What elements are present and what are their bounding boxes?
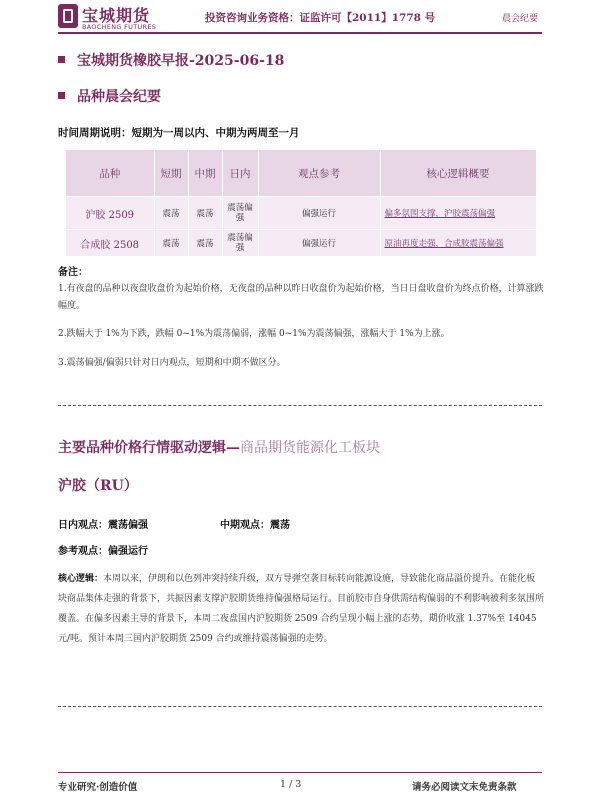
col-header-logic: 核心逻辑概要 bbox=[380, 150, 536, 197]
square-bullet-icon bbox=[58, 56, 65, 63]
col-header-intraday: 日内 bbox=[222, 150, 258, 197]
footer-divider bbox=[58, 772, 542, 773]
logo-en-text: BAOCHENG FUTURES bbox=[82, 23, 157, 31]
dashed-divider bbox=[58, 706, 542, 707]
table-header-row bbox=[66, 150, 536, 197]
period-note: 时间周期说明：短期为一周以内、中期为两周至一月 bbox=[58, 127, 300, 139]
reference-view: 参考观点：偏强运行 bbox=[58, 546, 148, 557]
page-number: 1 / 3 bbox=[280, 779, 302, 790]
cell-variety: 合成胶 2508 bbox=[66, 230, 154, 257]
col-header-variety: 品种 bbox=[66, 150, 154, 197]
note-item-1: 1.有夜盘的品种以夜盘收盘价为起始价格，无夜盘的品种以昨日收盘价为起始价格，当日日盘收盘价为终点价格，计算涨跌幅度。 bbox=[58, 284, 544, 311]
dashed-divider bbox=[58, 405, 542, 406]
cell-short: 震荡 bbox=[154, 197, 188, 230]
table-row bbox=[66, 230, 536, 257]
col-header-mid: 中期 bbox=[188, 150, 222, 197]
mid-view: 中期观点：震荡 bbox=[220, 520, 290, 531]
core-logic-paragraph bbox=[58, 569, 544, 649]
header-divider bbox=[58, 32, 542, 34]
cell-view: 偏强运行 bbox=[258, 230, 380, 257]
variety-table bbox=[66, 150, 537, 256]
table-row bbox=[66, 197, 536, 230]
disclaimer-note: 请务必阅读文末免责条款 bbox=[412, 782, 517, 793]
notes-title: 备注： bbox=[58, 267, 88, 278]
cell-mid: 震荡 bbox=[188, 230, 222, 257]
note-item-2: 2.跌幅大于 1%为下跌，跌幅 0~1%为震荡偏弱，涨幅 0~1%为震荡偏强，涨幅大于 1%为上涨。 bbox=[58, 329, 450, 339]
driver-section-title: 主要品种价格行情驱动逻辑—商品期货能源化工板块 bbox=[58, 440, 380, 456]
cell-logic-link[interactable]: 原油再度走强，合成胶震荡偏强 bbox=[380, 230, 536, 257]
square-bullet-icon bbox=[58, 92, 65, 99]
intraday-view: 日内观点：震荡偏强 bbox=[58, 520, 148, 531]
col-header-view: 观点参考 bbox=[258, 150, 380, 197]
core-logic-text: 本周以来，伊朗和以色列冲突持续升级，双方导弹空袭目标转向能源设施，导致能化商品溢价提升。在能化板块商品集体走强的背景下，共振因素支撑沪胶期货维持偏强格局运行。目前胶市自身供需结构偏弱的不利影响被利多氛围所覆盖。在偏多因素主导的背景下，本周二夜盘国内沪胶期货 2509 合约呈现小幅上涨的态势，期价收涨 1.37%至 14045 元/吨。预计本周三国内沪胶期货 2509 合约或维持震荡偏强的走势。 bbox=[58, 574, 545, 644]
cell-intraday: 震荡偏强 bbox=[222, 230, 258, 257]
footer-slogan: 专业研究·创造价值 bbox=[58, 782, 138, 793]
cell-variety: 沪胶 2509 bbox=[66, 197, 154, 230]
cell-mid: 震荡 bbox=[188, 197, 222, 230]
report-title: 宝城期货橡胶早报-2025-06-18 bbox=[58, 50, 284, 70]
report-type: 晨会纪要 bbox=[502, 14, 539, 24]
col-header-short: 短期 bbox=[154, 150, 188, 197]
note-item-3: 3.震荡偏强/偏弱只针对日内观点，短期和中期不做区分。 bbox=[58, 358, 286, 368]
cell-view: 偏强运行 bbox=[258, 197, 380, 230]
cell-intraday: 震荡偏强 bbox=[222, 197, 258, 230]
cell-logic-link[interactable]: 偏多氛围支撑，沪胶震荡偏强 bbox=[380, 197, 536, 230]
logo-icon bbox=[58, 4, 78, 28]
ru-title: 沪胶（RU） bbox=[58, 478, 138, 494]
cell-short: 震荡 bbox=[154, 230, 188, 257]
core-logic-label: 核心逻辑： bbox=[58, 574, 104, 584]
license-text: 投资咨询业务资格：证监许可【2011】1778 号 bbox=[205, 12, 436, 24]
logo-cn-text: 宝城期货 bbox=[82, 6, 151, 25]
section-title: 品种晨会纪要 bbox=[58, 86, 161, 106]
